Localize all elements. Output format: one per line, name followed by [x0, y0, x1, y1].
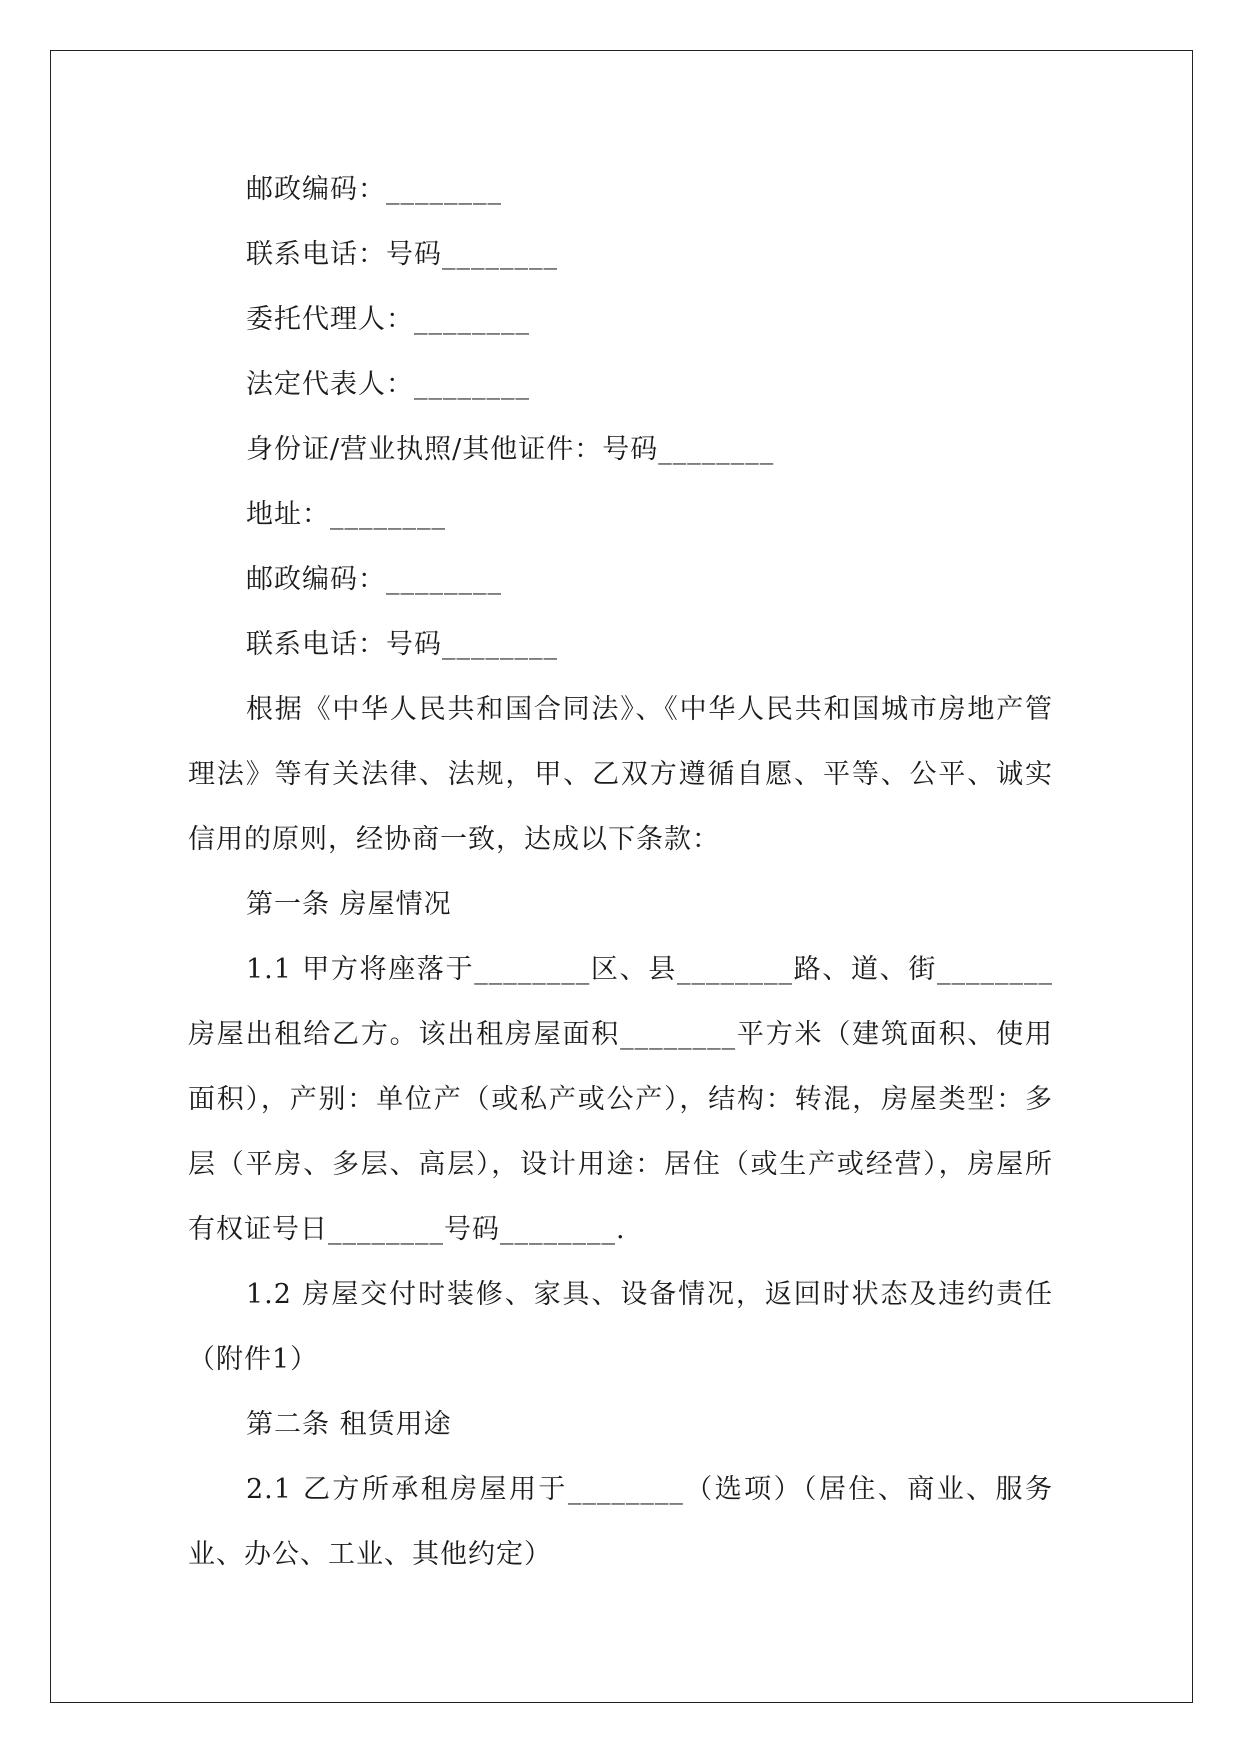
preamble-paragraph: 根据《中华人民共和国合同法》、《中华人民共和国城市房地产管理法》等有关法律、法规，甲、乙双方遵循自愿、平等、公平、诚实信用的原则，经协商一致，达成以下条款： — [188, 694, 1053, 855]
document-body — [188, 157, 1053, 1587]
postal-code-line-2: 邮政编码：________ — [246, 564, 502, 595]
legal-rep-line: 法定代表人：________ — [246, 369, 530, 400]
clause-1-2: 1.2 房屋交付时装修、家具、设备情况，返回时状态及违约责任（附件1） — [188, 1279, 1053, 1375]
address-line: 地址：________ — [246, 499, 446, 530]
agent-line: 委托代理人：________ — [246, 304, 530, 335]
article-1-heading: 第一条 房屋情况 — [246, 889, 452, 920]
id-document-line: 身份证/营业执照/其他证件：号码________ — [246, 434, 775, 465]
article-2-heading: 第二条 租赁用途 — [246, 1409, 452, 1440]
phone-line-2: 联系电话：号码________ — [246, 629, 558, 660]
phone-line: 联系电话：号码________ — [246, 239, 558, 270]
clause-2-1: 2.1 乙方所承租房屋用于________（选项）（居住、商业、服务业、办公、工业、其他约定） — [188, 1474, 1053, 1570]
postal-code-line: 邮政编码：________ — [246, 174, 502, 205]
clause-1-1: 1.1 甲方将座落于________区、县________路、道、街________房屋出租给乙方。该出租房屋面积________平方米（建筑面积、使用面积），产别：单位产（或私产或公产），结构：转混，房屋类型：多层（平房、多层、高层），设计用途：居住（或生产或经营），房屋所有权证号日________号码________. — [188, 954, 1053, 1245]
